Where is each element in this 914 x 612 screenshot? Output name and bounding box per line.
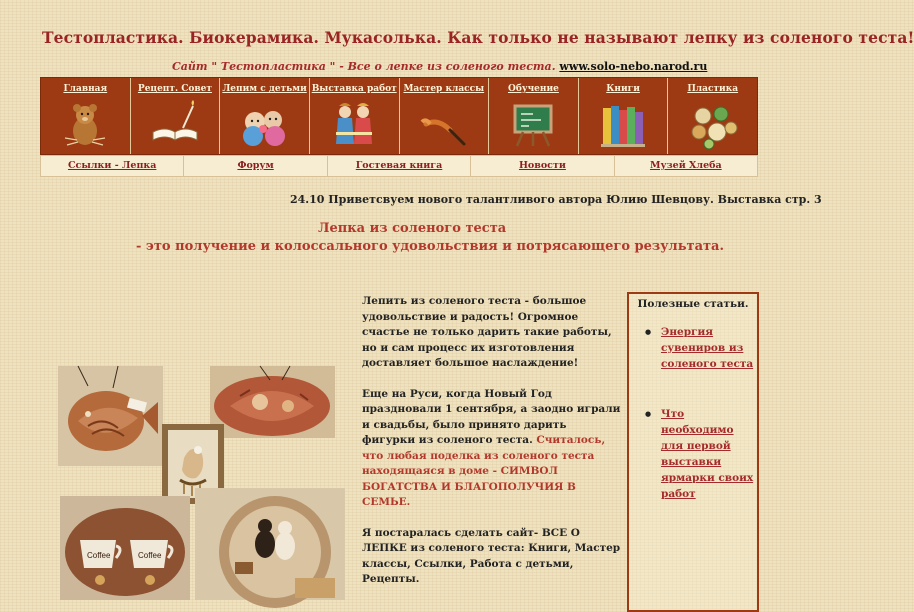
headline-subtitle: - это получение и колоссального удовольствия и потрясающего результата.	[136, 239, 725, 254]
coffee-cups-photo	[60, 496, 190, 600]
sidebar-link-exhibition[interactable]: Что необходимо для первой выставки ярмарки своих работ	[661, 408, 754, 500]
dolls-icon[interactable]	[328, 98, 380, 150]
nav-item-books[interactable]	[579, 78, 669, 154]
nav-label[interactable]: Главная	[63, 84, 108, 94]
site-description: Сайт " Тестопластика " - Все о лепке из соленого теста.	[172, 60, 556, 73]
main-navigation	[40, 77, 758, 155]
sidebar-list-item	[629, 406, 757, 502]
bear-figurine-icon[interactable]	[59, 98, 111, 150]
nav-sub-guestbook[interactable]: Гостевая книга	[328, 156, 471, 176]
nav-item-learning[interactable]	[489, 78, 579, 154]
nav-item-masterclass[interactable]	[400, 78, 490, 154]
nav-label[interactable]: Лепим с детьми	[222, 84, 307, 94]
brush-icon[interactable]	[418, 98, 470, 150]
fish-panel-photo	[58, 366, 163, 466]
article-paragraph-2-highlight: Считалось, что любая поделка из соленого теста находящаяся в доме - СИМВОЛ БОГАТСТВА И БЛАГОПОЛУЧИЯ В СЕМЬЕ.	[362, 434, 606, 508]
article-paragraph-1: Лепить из соленого теста - большое удовольствие и радость! Огромное счастье не только дарить такие работы, но и сам процесс их изготовления доставляет большое наслаждение!	[362, 295, 612, 369]
secondary-navigation	[40, 155, 758, 177]
nav-label[interactable]: Книги	[606, 84, 640, 94]
headline-title: Лепка из соленого теста	[318, 221, 507, 236]
sidebar-title: Полезные статьи.	[637, 298, 749, 310]
sun-panel-photo	[210, 366, 335, 438]
coffee-label-left: Coffee	[87, 551, 111, 560]
nav-sub-links[interactable]: Ссылки - Лепка	[41, 156, 184, 176]
article-paragraph-2	[362, 387, 622, 511]
nav-item-plastic[interactable]	[668, 78, 757, 154]
sidebar-link-energy[interactable]: Энергия сувениров из соленого теста	[661, 326, 754, 370]
site-line	[172, 60, 708, 73]
sidebar-links	[629, 324, 757, 502]
chalkboard-icon[interactable]	[507, 98, 559, 150]
nav-sub-bread-museum[interactable]: Музей Хлеба	[649, 160, 722, 171]
nav-label[interactable]: Рецепт. Совет	[137, 84, 212, 94]
page-title: Тестопластика. Биокерамика. Мукасолька. Как только не называют лепку из соленого теста!	[42, 28, 914, 47]
nav-label[interactable]: Мастер классы	[403, 84, 485, 94]
nav-label[interactable]: Выставка работ	[311, 84, 397, 94]
coffee-label-right: Coffee	[138, 551, 162, 560]
nav-item-exhibition[interactable]	[310, 78, 400, 154]
site-url-link[interactable]: www.solo-nebo.narod.ru	[559, 60, 708, 73]
dough-pieces-icon[interactable]	[687, 98, 739, 150]
nav-label[interactable]: Обучение	[507, 84, 559, 94]
cats-plate-photo	[195, 488, 345, 600]
nav-sub-forum[interactable]: Форум	[184, 156, 327, 176]
sidebar-list-item	[629, 324, 757, 372]
news-announcement: 24.10 Приветсвуем нового талантливого автора Юлию Шевцову. Выставка стр. 3	[290, 193, 822, 206]
nav-item-recipes[interactable]	[131, 78, 221, 154]
teddy-bears-icon[interactable]	[239, 98, 291, 150]
useful-articles-sidebar	[627, 292, 759, 612]
nav-item-home[interactable]	[41, 78, 131, 154]
nav-sub-news[interactable]: Новости	[471, 156, 614, 176]
article-paragraph-3: Я постаралась сделать сайт- ВСЕ О ЛЕПКЕ из соленого теста: Книги, Мастер классы, Ссылки, Работа с детьми, Рецепты.	[362, 526, 621, 585]
open-book-icon[interactable]	[149, 98, 201, 150]
photo-collage	[50, 358, 350, 600]
article-body	[362, 294, 622, 603]
nav-label[interactable]: Пластика	[687, 84, 739, 94]
books-icon[interactable]	[597, 98, 649, 150]
article-paragraph-2-text: Еще на Руси, когда Новый Год праздновали 1 сентября, а заодно играли и свадьбы, было принято дарить фигурки из соленого теста.	[362, 387, 621, 446]
nav-item-kids[interactable]	[220, 78, 310, 154]
